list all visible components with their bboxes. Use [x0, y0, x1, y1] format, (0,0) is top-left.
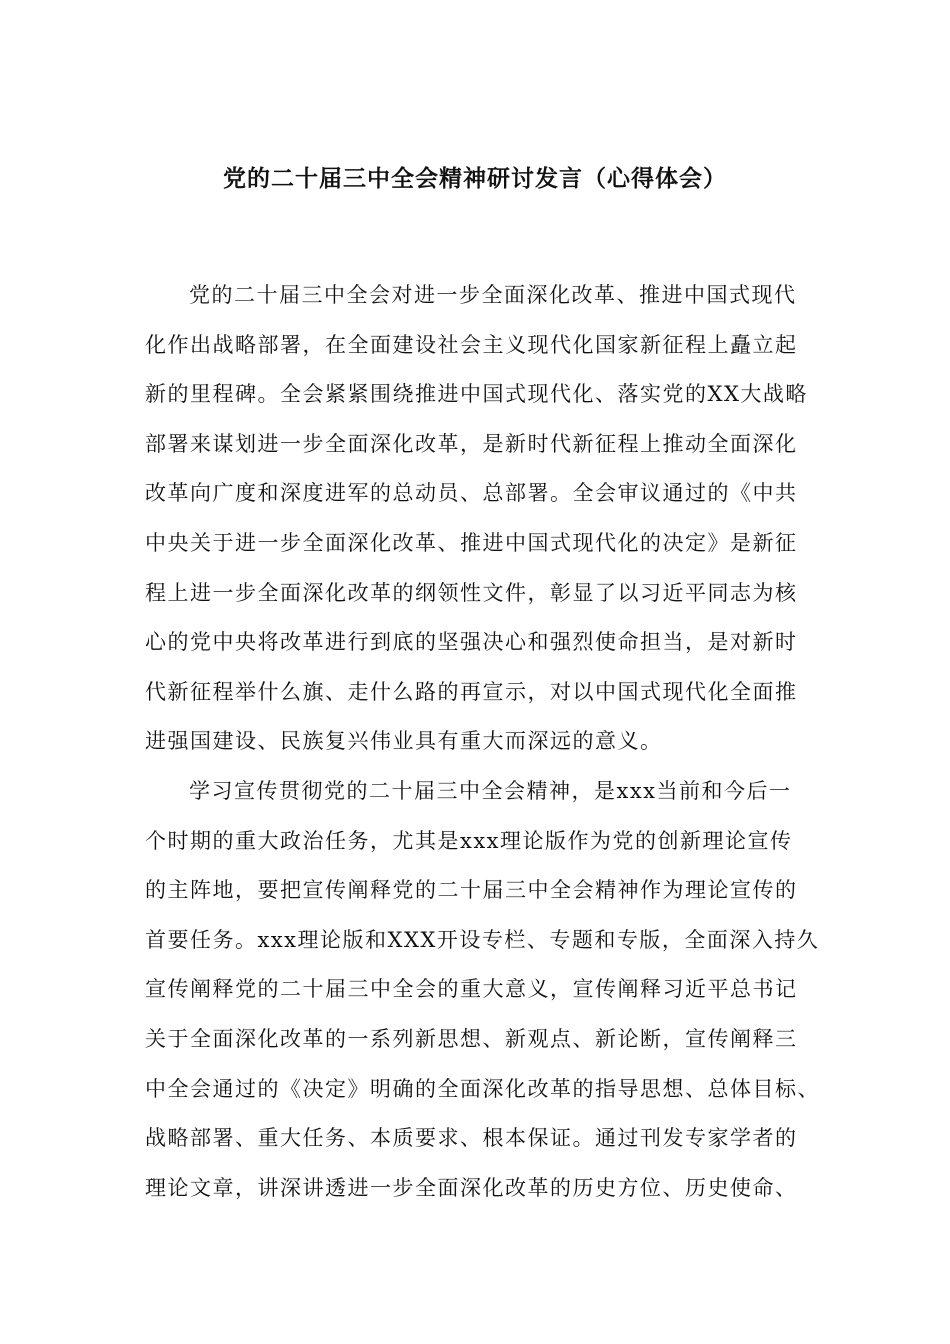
- text-line: 党的二十届三中全会对进一步全面深化改革、推进中国式现代: [189, 283, 797, 307]
- text-line: 学习宣传贯彻党的二十届三中全会精神，是xxx当前和今后一: [189, 778, 792, 803]
- text-line: 代新征程举什么旗、走什么路的再宣示，对以中国式现代化全面推: [145, 679, 798, 704]
- text-line: 改革向广度和深度进军的总动员、总部署。全会审议通过的《中共: [145, 481, 798, 506]
- text-line: 个时期的重大政治任务，尤其是xxx理论版作为党的创新理论宣传: [145, 828, 793, 853]
- text-line: 化作出战略部署，在全面建设社会主义现代化国家新征程上矗立起: [145, 332, 798, 357]
- text-line: 中全会通过的《决定》明确的全面深化改革的指导思想、总体目标、: [145, 1076, 820, 1101]
- text-line: 的主阵地，要把宣传阐释党的二十届三中全会精神作为理论宣传的: [145, 878, 798, 903]
- text-line: 关于全面深化改革的一系列新思想、新观点、新论断，宣传阐释三: [145, 1026, 798, 1051]
- document-body: [145, 278, 820, 1220]
- text-line: 宣传阐释党的二十届三中全会的重大意义，宣传阐释习近平总书记: [145, 977, 798, 1002]
- text-line: 程上进一步全面深化改革的纲领性文件，彰显了以习近平同志为核: [145, 580, 798, 605]
- text-line: 中央关于进一步全面深化改革、推进中国式现代化的决定》是新征: [145, 530, 798, 555]
- text-line: 心的党中央将改革进行到底的坚强决心和强烈使命担当，是对新时: [145, 630, 798, 655]
- text-line: 新的里程碑。全会紧紧围绕推进中国式现代化、落实党的XX大战略: [145, 382, 808, 407]
- paragraph-2: [145, 774, 820, 1220]
- paragraph-1: [145, 278, 810, 774]
- text-line: 进强国建设、民族复兴伟业具有重大而深远的意义。: [145, 729, 663, 754]
- text-line: 战略部署、重大任务、本质要求、根本保证。通过刊发专家学者的: [145, 1126, 798, 1151]
- text-line: 部署来谋划进一步全面深化改革，是新时代新征程上推动全面深化: [145, 431, 798, 456]
- text-line: 首要任务。xxx理论版和XXX开设专栏、专题和专版，全面深入持久: [145, 927, 820, 952]
- document-title: 党的二十届三中全会精神研讨发言（心得体会）: [223, 166, 727, 192]
- text-line: 理论文章，讲深讲透进一步全面深化改革的历史方位、历史使命、: [145, 1175, 798, 1200]
